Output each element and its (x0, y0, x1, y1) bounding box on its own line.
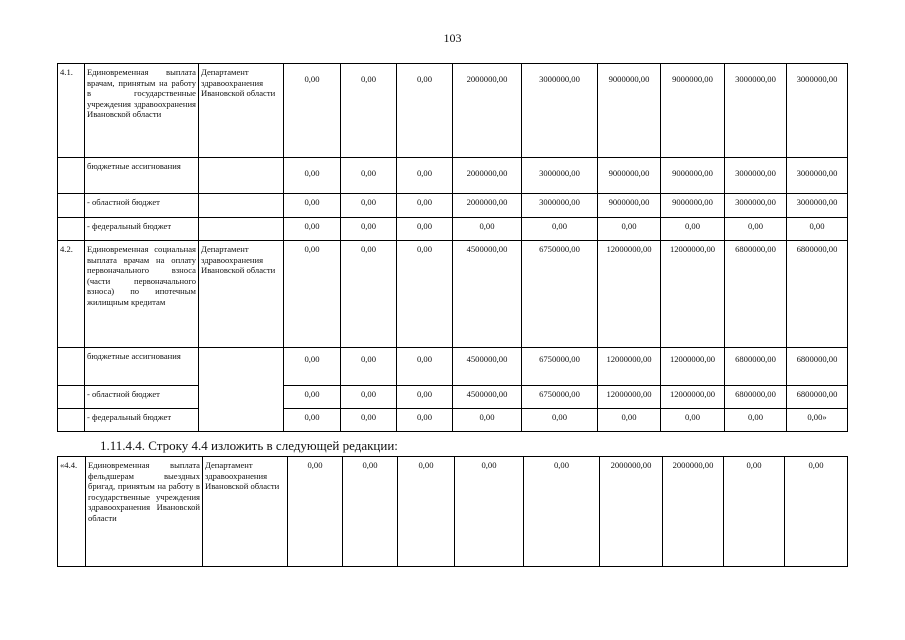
cell-value: 0,00 (284, 348, 341, 386)
cell-value: 0,00 (341, 241, 397, 348)
cell-value: 0,00 (453, 409, 522, 432)
cell-value: 0,00 (397, 194, 453, 218)
cell-value: 6800000,00 (787, 386, 848, 409)
cell-value: 0,00 (343, 457, 398, 567)
cell-value: 0,00 (398, 457, 455, 567)
cell-value: 9000000,00 (661, 64, 725, 158)
cell-value: 0,00 (284, 241, 341, 348)
cell-value: 12000000,00 (661, 241, 725, 348)
cell-value: 0,00 (724, 457, 785, 567)
table-row (58, 386, 848, 409)
row-description: бюджетные ассигнования (85, 158, 199, 194)
cell-value: 3000000,00 (522, 194, 598, 218)
cell-value: 2000000,00 (453, 64, 522, 158)
cell-value: 2000000,00 (663, 457, 724, 567)
row-number: 4.2. (58, 241, 85, 348)
cell-value: 0,00 (341, 158, 397, 194)
cell-value: 0,00 (661, 409, 725, 432)
row-number (58, 218, 85, 241)
cell-value: 2000000,00 (600, 457, 663, 567)
cell-value: 0,00 (341, 194, 397, 218)
cell-value: 0,00 (284, 158, 341, 194)
cell-value: 6750000,00 (522, 386, 598, 409)
cell-value: 0,00 (341, 64, 397, 158)
cell-value: 12000000,00 (598, 348, 661, 386)
cell-value: 6800000,00 (725, 386, 787, 409)
cell-value: 4500000,00 (453, 241, 522, 348)
row-description: - областной бюджет (85, 386, 199, 409)
cell-value: 9000000,00 (598, 194, 661, 218)
cell-value: 0,00 (397, 218, 453, 241)
cell-value: 12000000,00 (661, 386, 725, 409)
cell-value: 0,00 (661, 218, 725, 241)
table-row (58, 194, 848, 218)
cell-value: 0,00» (787, 409, 848, 432)
row-executor (199, 158, 284, 194)
row-description: Единовременная выплата врачам, принятым на работу в государственные учреждения здравоохранения Ивановской области (85, 64, 199, 158)
section-heading: 1.11.4.4. Строку 4.4 изложить в следующей редакции: (100, 438, 398, 453)
cell-value: 0,00 (455, 457, 524, 567)
row-description: бюджетные ассигнования (85, 348, 199, 386)
cell-value: 0,00 (341, 348, 397, 386)
row-executor (199, 348, 284, 432)
row-executor: Департамент здравоохранения Ивановской области (199, 241, 284, 348)
cell-value: 0,00 (397, 241, 453, 348)
row-number: «4.4. (58, 457, 86, 567)
table-row-4-4 (58, 457, 848, 567)
cell-value: 0,00 (785, 457, 848, 567)
cell-value: 0,00 (397, 409, 453, 432)
cell-value: 0,00 (284, 386, 341, 409)
row-description: - федеральный бюджет (85, 409, 199, 432)
table-row (58, 348, 848, 386)
cell-value: 0,00 (341, 409, 397, 432)
row-number (58, 158, 85, 194)
row-description: - федеральный бюджет (85, 218, 199, 241)
cell-value: 3000000,00 (725, 158, 787, 194)
cell-value: 12000000,00 (598, 241, 661, 348)
cell-value: 9000000,00 (661, 194, 725, 218)
cell-value: 0,00 (341, 386, 397, 409)
row-number (58, 348, 85, 386)
cell-value: 0,00 (397, 158, 453, 194)
cell-value: 0,00 (725, 409, 787, 432)
budget-table-top (57, 63, 848, 432)
cell-value: 3000000,00 (522, 64, 598, 158)
cell-value: 6800000,00 (725, 241, 787, 348)
cell-value: 2000000,00 (453, 194, 522, 218)
table-row (58, 409, 848, 432)
row-description: Единовременная социальная выплата врачам на оплату первоначального взноса (части первоначального взноса) по ипотечным жилищным кредитам (85, 241, 199, 348)
cell-value: 3000000,00 (787, 158, 848, 194)
row-number (58, 409, 85, 432)
cell-value: 6750000,00 (522, 241, 598, 348)
cell-value: 3000000,00 (522, 158, 598, 194)
row-executor (199, 218, 284, 241)
cell-value: 3000000,00 (787, 194, 848, 218)
row-executor: Департамент здравоохранения Ивановской области (203, 457, 288, 567)
row-description: Единовременная выплата фельдшерам выездных бригад, принятым на работу в государственные учреждения здравоохранения Ивановской области (86, 457, 203, 567)
cell-value: 3000000,00 (725, 194, 787, 218)
row-number: 4.1. (58, 64, 85, 158)
cell-value: 4500000,00 (453, 386, 522, 409)
cell-value: 6750000,00 (522, 348, 598, 386)
row-number (58, 194, 85, 218)
table-row-4-2 (58, 241, 848, 348)
cell-value: 0,00 (598, 218, 661, 241)
cell-value: 0,00 (524, 457, 600, 567)
row-number (58, 386, 85, 409)
cell-value: 0,00 (787, 218, 848, 241)
cell-value: 0,00 (598, 409, 661, 432)
cell-value: 12000000,00 (661, 348, 725, 386)
cell-value: 0,00 (284, 409, 341, 432)
row-description: - областной бюджет (85, 194, 199, 218)
cell-value: 6800000,00 (787, 348, 848, 386)
cell-value: 0,00 (284, 64, 341, 158)
cell-value: 0,00 (453, 218, 522, 241)
cell-value: 0,00 (397, 348, 453, 386)
cell-value: 0,00 (288, 457, 343, 567)
cell-value: 0,00 (341, 218, 397, 241)
cell-value: 3000000,00 (787, 64, 848, 158)
cell-value: 3000000,00 (725, 64, 787, 158)
cell-value: 9000000,00 (598, 158, 661, 194)
cell-value: 6800000,00 (787, 241, 848, 348)
cell-value: 0,00 (725, 218, 787, 241)
cell-value: 0,00 (522, 218, 598, 241)
budget-table-bottom (57, 456, 848, 567)
table-row-4-1 (58, 64, 848, 158)
cell-value: 12000000,00 (598, 386, 661, 409)
cell-value: 9000000,00 (598, 64, 661, 158)
cell-value: 4500000,00 (453, 348, 522, 386)
cell-value: 0,00 (284, 218, 341, 241)
page-number: 103 (443, 31, 462, 45)
row-executor: Департамент здравоохранения Ивановской области (199, 64, 284, 158)
cell-value: 0,00 (522, 409, 598, 432)
cell-value: 9000000,00 (661, 158, 725, 194)
cell-value: 0,00 (284, 194, 341, 218)
cell-value: 0,00 (397, 386, 453, 409)
cell-value: 6800000,00 (725, 348, 787, 386)
table-row (58, 158, 848, 194)
table-row (58, 218, 848, 241)
cell-value: 2000000,00 (453, 158, 522, 194)
cell-value: 0,00 (397, 64, 453, 158)
row-executor (199, 194, 284, 218)
